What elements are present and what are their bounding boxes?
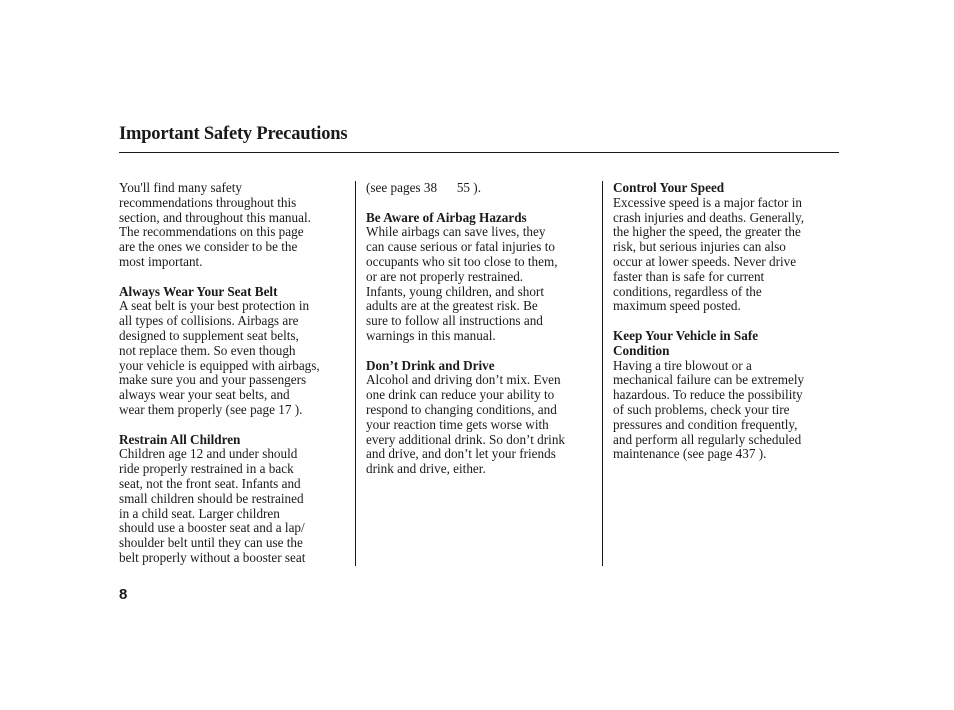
safe-condition-heading: Keep Your Vehicle in Safe Condition	[613, 327, 759, 358]
column-divider-2	[602, 181, 603, 566]
control-speed-paragraph: Excessive speed is a major factor in crash injuries and deaths. Generally, the higher the speed, the greater the risk, but serious injuries can also occur at lower speeds. Never drive faster than is safe for current conditions, regardless of the maximum speed posted.	[613, 194, 805, 314]
airbag-hazards-paragraph: While airbags can save lives, they can cause serious or fatal injuries to occupants who sit too close to them, or are not properly restrained. Infants, young children, and short adults are at the greatest risk. Be sure to follow all instructions and warnings in this manual.	[366, 224, 558, 343]
intro-paragraph: You'll find many safety recommendations throughout this section, and throughout this manual. The recommendations on this page are the ones we consider to be the most important.	[119, 180, 311, 269]
column-2	[366, 181, 596, 477]
drink-drive-heading: Don’t Drink and Drive	[366, 357, 495, 373]
column-3	[613, 181, 843, 462]
continued-reference: (see pages 38 55 ).	[366, 180, 481, 195]
title-rule	[119, 152, 839, 153]
page-number: 8	[119, 586, 128, 603]
control-speed-heading: Control Your Speed	[613, 180, 725, 195]
column-divider-1	[355, 181, 356, 566]
restrain-children-heading: Restrain All Children	[119, 431, 241, 447]
restrain-children-paragraph: Children age 12 and under should ride properly restrained in a back seat, not the front seat. Infants and small children should be restrained in a child seat. Larger children should use a booster seat and a lap/ shoulder belt until they can use the belt properly without a booster seat	[119, 446, 306, 565]
safe-condition-paragraph: Having a tire blowout or a mechanical failure can be extremely hazardous. To reduce the possibility of such problems, check your tire pressures and condition frequently, and perform all regularly scheduled maintenance (see page 437 ).	[613, 357, 805, 462]
page-title: Important Safety Precautions	[119, 124, 348, 144]
seat-belt-heading: Always Wear Your Seat Belt	[119, 283, 278, 299]
column-1	[119, 181, 351, 566]
airbag-hazards-heading: Be Aware of Airbag Hazards	[366, 209, 527, 225]
seat-belt-paragraph: A seat belt is your best protection in all types of collisions. Airbags are designed to supplement seat belts, not replace them. So even though your vehicle is equipped with airbags, make sure you and your passengers always wear your seat belts, and wear them properly (see page 17 ).	[119, 298, 320, 417]
drink-drive-paragraph: Alcohol and driving don’t mix. Even one drink can reduce your ability to respond to changing conditions, and your reaction time gets worse with every additional drink. So don’t drink and drive, and don’t let your friends drink and drive, either.	[366, 372, 566, 477]
